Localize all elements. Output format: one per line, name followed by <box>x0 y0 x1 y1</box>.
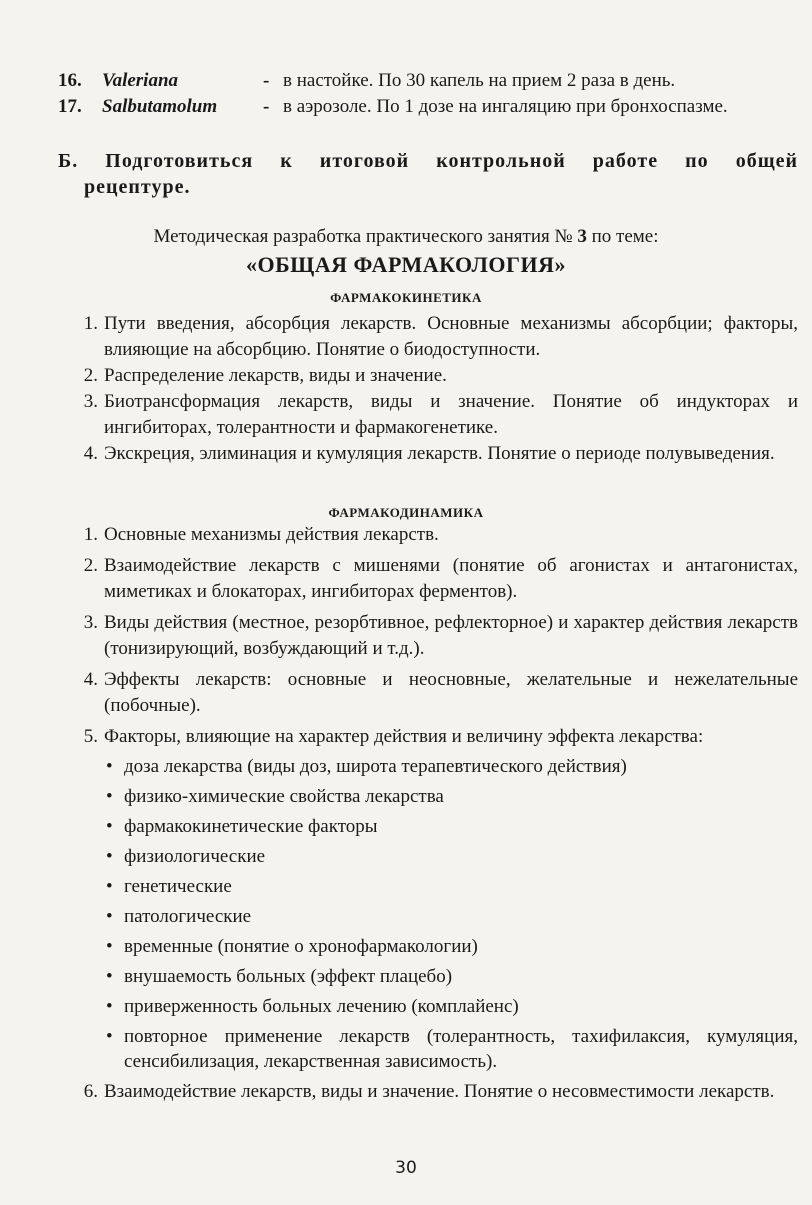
list-item <box>70 1079 798 1105</box>
bullet-item <box>104 964 798 989</box>
item-number: 6. <box>83 1081 98 1102</box>
pharmacokinetics-list <box>70 311 798 467</box>
list-item <box>70 389 798 441</box>
bullet-text: • физиологические <box>124 846 266 867</box>
bullet-item <box>104 814 798 839</box>
bullet-text: • фармакокинетические факторы <box>124 816 378 837</box>
bullet-item <box>104 754 798 779</box>
drug-name: Salbutamolum <box>102 96 218 117</box>
item-number: 1. <box>83 524 98 545</box>
page-number: 30 <box>395 1158 417 1178</box>
main-title: «ОБЩАЯ ФАРМАКОЛОГИЯ» <box>245 252 567 277</box>
item-text: Виды действия (местное, резорбтивное, рефлекторное) и характер действия лекарств (тонизирующий, возбуждающий и т.д.). <box>104 612 798 659</box>
list-item <box>70 610 798 662</box>
bullet-item <box>104 874 798 899</box>
dash: - <box>263 70 270 91</box>
item-text: Факторы, влияющие на характер действия и величину эффекта лекарства: <box>104 726 704 747</box>
lesson-number: 3 <box>577 226 587 247</box>
list-item <box>70 553 798 605</box>
task-b-line1: Б. Подготовиться к итоговой контрольной работе по общей <box>58 150 798 172</box>
lesson-intro <box>0 226 812 248</box>
item-text: Биотрансформация лекарств, виды и значение. Понятие об индукторах и ингибиторах, толерантности и фармакогенетике. <box>104 391 798 438</box>
bullet-text: • генетические <box>124 876 232 897</box>
item-number: 5. <box>83 726 98 747</box>
list-item <box>70 724 798 1074</box>
bullet-item <box>104 994 798 1019</box>
bullet-item <box>104 844 798 869</box>
item-number: 2. <box>83 555 98 576</box>
list-item <box>70 311 798 363</box>
item-number: 2. <box>83 365 98 386</box>
drug-description: в настойке. По 30 капель на прием 2 раза в день. <box>283 70 676 91</box>
dash: - <box>263 96 270 117</box>
intro-prefix: Методическая разработка практического занятия № <box>153 226 578 247</box>
bullet-item <box>104 904 798 929</box>
section-title-pharmacodynamics: ФАРМАКОДИНАМИКА <box>328 505 484 520</box>
intro-suffix: по теме: <box>586 226 659 247</box>
task-b-line2: рецептуре. <box>84 176 191 198</box>
drug-description: в аэрозоле. По 1 дозе на ингаляцию при бронхоспазме. <box>283 96 728 117</box>
bullet-text: • приверженность больных лечению (комплайенс) <box>124 996 519 1017</box>
item-text: Взаимодействие лекарств с мишенями (понятие об агонистах и антагонистах, миметиках и блокаторах, ингибиторах ферментов). <box>104 555 798 602</box>
bullet-text: • внушаемость больных (эффект плацебо) <box>124 966 453 987</box>
pharmacodynamics-list <box>70 522 798 1110</box>
task-b <box>58 148 798 200</box>
item-number: 3. <box>83 391 98 412</box>
item-text: Основные механизмы действия лекарств. <box>104 524 439 545</box>
factor-bullet-list <box>104 754 798 1074</box>
bullet-text: • физико-химические свойства лекарства <box>124 786 444 807</box>
prescription-number: 16. <box>58 70 82 91</box>
item-text: Эффекты лекарств: основные и неосновные, желательные и нежелательные (побочные). <box>104 669 798 716</box>
bullet-text: • патологические <box>124 906 252 927</box>
item-number: 4. <box>83 669 98 690</box>
item-text: Экскреция, элиминация и кумуляция лекарств. Понятие о периоде полувыведения. <box>104 443 775 464</box>
section-title-pharmacokinetics: ФАРМАКОКИНЕТИКА <box>330 290 482 305</box>
prescription-number: 17. <box>58 96 82 117</box>
item-number: 1. <box>83 313 98 334</box>
bullet-item <box>104 784 798 809</box>
bullet-text: • доза лекарства (виды доз, широта терапевтического действия) <box>124 756 627 777</box>
bullet-item <box>104 934 798 959</box>
item-number: 4. <box>83 443 98 464</box>
list-item <box>70 441 798 467</box>
bullet-text: • временные (понятие о хронофармакологии) <box>124 936 478 957</box>
item-text: Взаимодействие лекарств, виды и значение. Понятие о несовместимости лекарств. <box>104 1081 775 1102</box>
list-item <box>70 522 798 548</box>
bullet-item <box>104 1024 798 1074</box>
drug-name: Valeriana <box>102 70 179 91</box>
list-item <box>70 363 798 389</box>
item-number: 3. <box>83 612 98 633</box>
list-item <box>70 667 798 719</box>
item-text: Распределение лекарств, виды и значение. <box>104 365 447 386</box>
item-text: Пути введения, абсорбция лекарств. Основные механизмы абсорбции; факторы, влияющие на абсорбцию. Понятие о биодоступности. <box>104 313 798 360</box>
bullet-text: • повторное применение лекарств (толерантность, тахифилаксия, кумуляция, сенсибилизация, лекарственная зависимость). <box>124 1026 798 1072</box>
